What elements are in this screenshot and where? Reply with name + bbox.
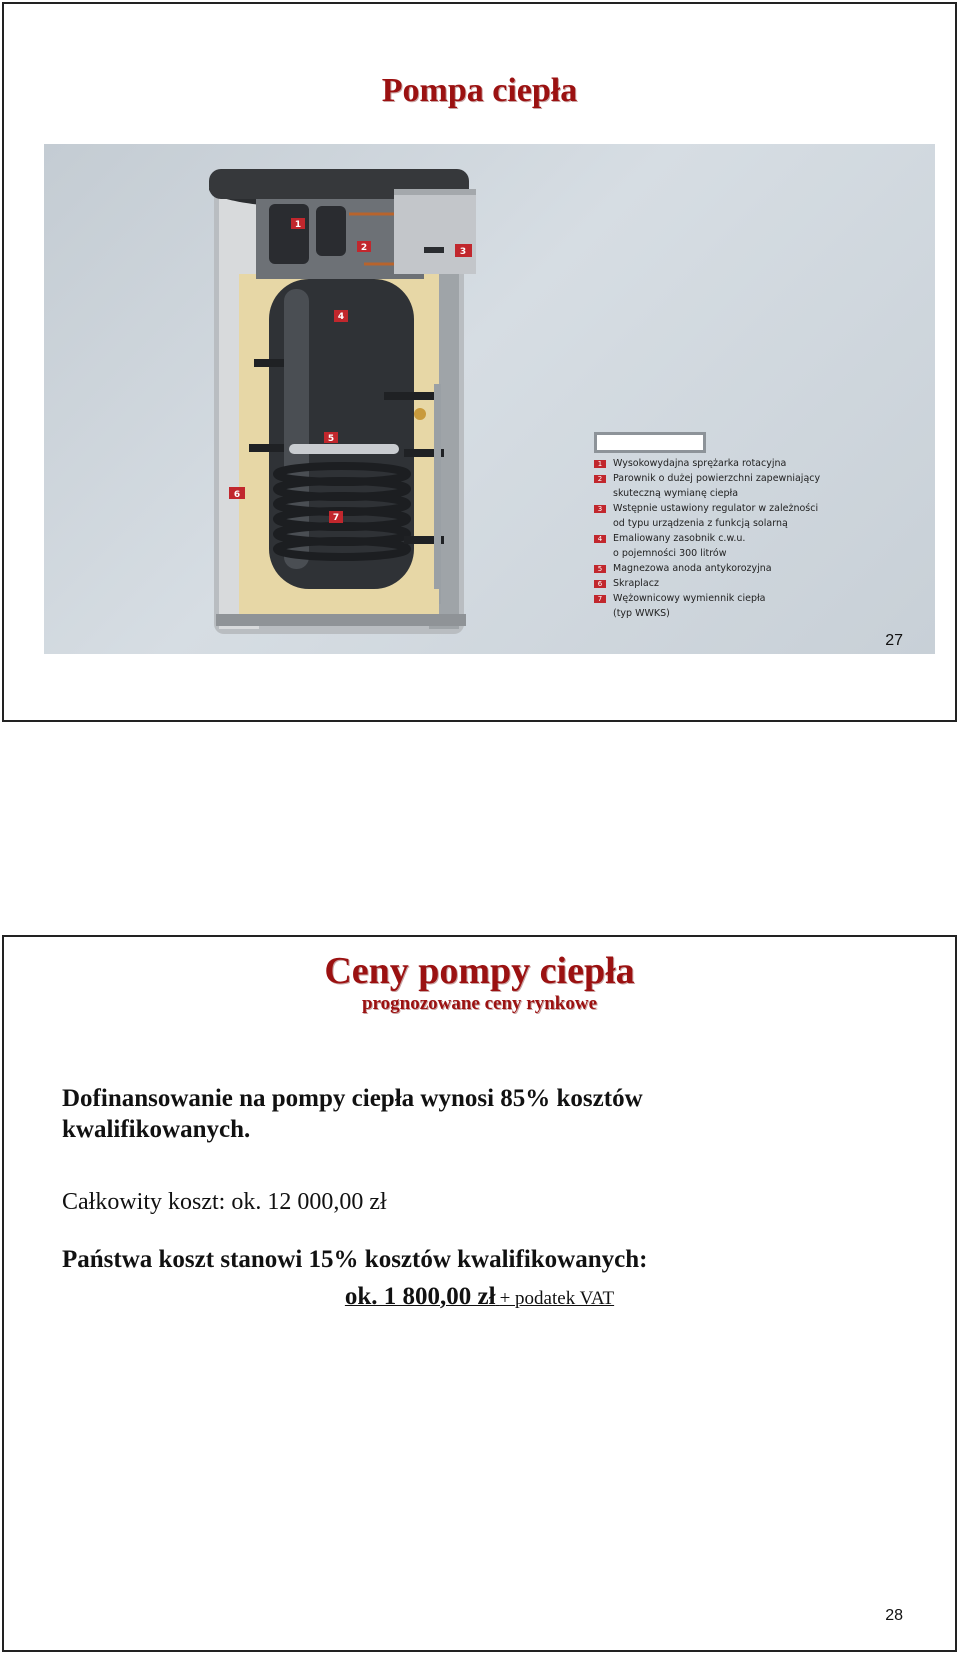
- legend-text: Skraplacz: [613, 578, 659, 589]
- page-number: 28: [885, 1607, 903, 1624]
- legend-text: Wstępnie ustawiony regulator w zależności: [613, 503, 819, 514]
- legend-item: [594, 546, 894, 561]
- legend-number-badge: 1: [594, 460, 606, 468]
- callout-2-label: 2: [360, 243, 368, 253]
- page-number: 27: [885, 632, 903, 649]
- callout-3-label: 3: [459, 247, 467, 257]
- legend-text: (typ WWKS): [613, 608, 670, 619]
- legend-item: [594, 471, 894, 486]
- legend-item: [594, 576, 894, 591]
- legend-number-badge: [594, 490, 606, 498]
- legend-text: Emaliowany zasobnik c.w.u.: [613, 533, 746, 544]
- legend-item: [594, 501, 894, 516]
- legend-item: [594, 561, 894, 576]
- your-cost-paragraph: Państwa koszt stanowi 15% kosztów kwalifikowanych:: [62, 1246, 648, 1273]
- legend-item: [594, 486, 894, 501]
- legend-text: od typu urządzenia z funkcją solarną: [613, 518, 788, 529]
- callout-4-label: 4: [337, 312, 345, 322]
- legend-item: [594, 591, 894, 606]
- slide-title: Ceny pompy ciepła: [324, 950, 635, 992]
- legend-item: [594, 531, 894, 546]
- legend-item: [594, 606, 894, 621]
- subsidy-paragraph: Dofinansowanie na pompy ciepła wynosi 85% kosztów kwalifikowanych.: [62, 1085, 643, 1143]
- legend-number-badge: [594, 610, 606, 618]
- legend-text: Parownik o dużej powierzchni zapewniający: [613, 473, 821, 484]
- legend-number-badge: 4: [594, 535, 606, 543]
- price-amount: ok. 1 800,00 zł: [344, 1283, 496, 1310]
- heat-pump-cutaway-figure: [44, 144, 935, 654]
- legend-number-badge: 7: [594, 595, 606, 603]
- legend-text: skuteczną wymianę ciepła: [613, 488, 739, 499]
- legend-number-badge: 6: [594, 580, 606, 588]
- callout-6-label: 6: [233, 490, 241, 500]
- legend-item: [594, 516, 894, 531]
- legend-number-badge: 3: [594, 505, 606, 513]
- total-cost-paragraph: Całkowity koszt: ok. 12 000,00 zł: [62, 1189, 387, 1215]
- slide-27: [2, 2, 957, 722]
- legend-text: o pojemności 300 litrów: [613, 548, 727, 559]
- legend-number-badge: [594, 550, 606, 558]
- callout-5-label: 5: [327, 434, 335, 444]
- slide-title: Pompa ciepła: [381, 72, 578, 109]
- legend-number-badge: 2: [594, 475, 606, 483]
- legend-text: Wężownicowy wymiennik ciepła: [613, 593, 766, 604]
- legend-number-badge: 5: [594, 565, 606, 573]
- price-line: [4, 1283, 955, 1311]
- callout-7-label: 7: [332, 513, 340, 523]
- price-vat-suffix: + podatek VAT: [499, 1288, 615, 1309]
- legend-text: Wysokowydajna sprężarka rotacyjna: [613, 458, 787, 469]
- slide-28: [2, 935, 957, 1652]
- legend-number-badge: [594, 520, 606, 528]
- component-legend: [594, 456, 894, 621]
- slide-subtitle: prognozowane ceny rynkowe: [361, 993, 598, 1014]
- callout-1-label: 1: [294, 220, 302, 230]
- legend-text: Magnezowa anoda antykorozyjna: [613, 563, 772, 574]
- legend-header-bar: [594, 432, 706, 453]
- legend-item: [594, 456, 894, 471]
